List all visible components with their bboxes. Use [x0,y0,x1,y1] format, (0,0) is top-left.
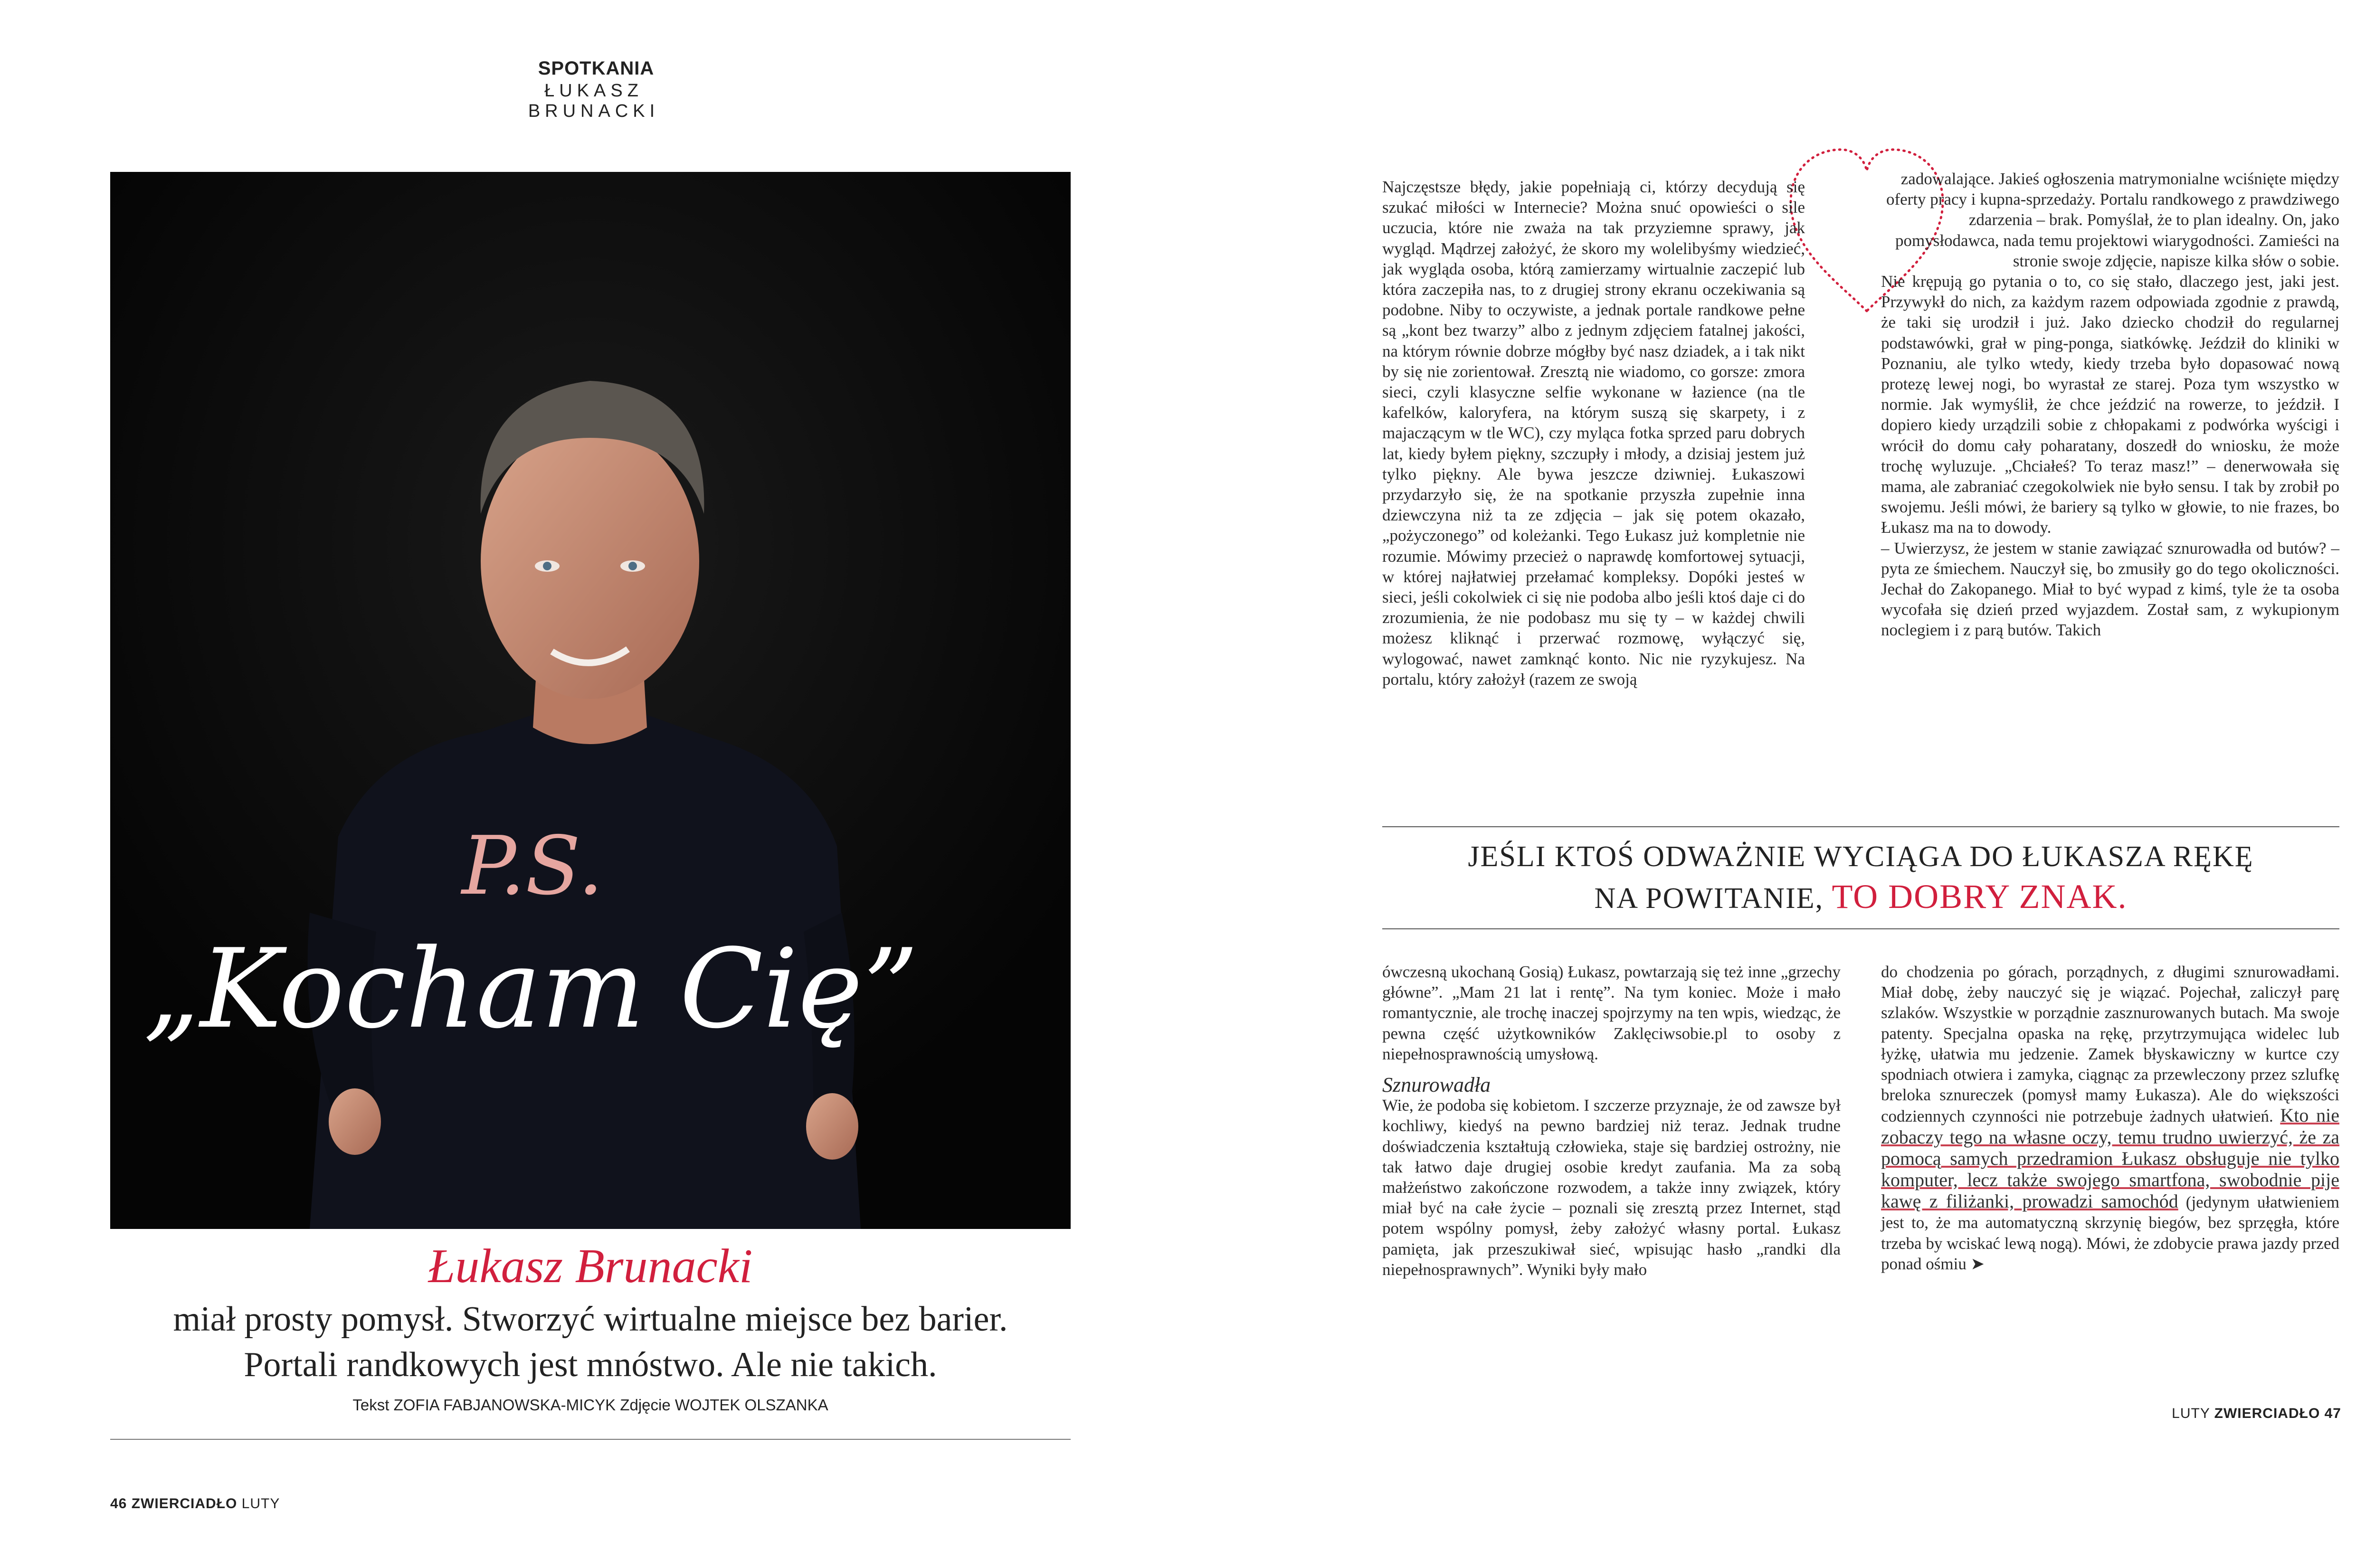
pull-quote [1382,837,2339,918]
quote-line-1: JEŚLI KTOŚ ODWAŻNIE WYCIĄGA DO ŁUKASZA RĘKĘ [1468,841,2254,873]
month-left: LUTY [241,1496,280,1511]
paragraph: Wie, że podoba się kobietom. I szczerze przyznaje, że od zawsze był kochliwy, kiedyś na pewno bardziej niż teraz. Jednak trudne doświadczenia kształtują człowieka, staje się bardziej ostrożny, nie tak łatwo daje drugiej osobie kredyt zaufania. Ma za sobą małżeństwo zakończone rozwodem, a także inny związek, który miał być na całe życie – poznali się zresztą przez Internet, stąd potem wspólny pomysł, żeby założyć własny portal. Łukasz pamięta, jak przeszukiwał sieć, wpisując hasło „randki dla niepełnosprawnych”. Wyniki były mało [1382,1096,1841,1279]
lead-line-2: Portali randkowych jest mnóstwo. Ale nie takich. [244,1345,937,1384]
paragraph: Nie krępują go pytania o to, co się stało, dlaczego jest, jaki jest. Przywykł do nich, za każdym razem odpowiada zgodnie z prawdą, że taki się urodził i już. Jako dziecko chodził do regularnej podstawówki, grał w ping-ponga, siatkówkę. Jeździł do kliniki w Poznaniu, ale tylko wtedy, kiedy trzeba było dopasować nową protezę lewej nogi, bo wyrastał ze starej. Poza tym wszystko w normie. Jak wymyślił, że chce jeździć na rowerze, to jeździł. I dopiero kiedy urządzili sobie z chłopakami z podwórka wyścigi i wrócił do domu cały poharatany, doszedł do wniosku, że może trochę wyluzuje. „Chciałeś? To teraz masz!” – denerwowała się mama, ale zabraniać czegokolwiek nie było sensu. I tak by zrobił po swojemu. Jeśli mówi, że bariery są tylko w głowie, to nie frazes, bo Łukasz ma na to dowody. [1881,272,2339,537]
article-column-4 [1881,962,2339,1274]
quote-rule-top [1382,826,2339,827]
lead-text [110,1296,1071,1388]
footer-left [110,1496,280,1512]
subheading: Sznurowadła [1382,1073,1491,1097]
paragraph: ówczesną ukochaną Gosią) Łukasz, powtarzają się też inne „grzechy główne”. „Mam 21 lat i rentę”. Na tym koniec. Może i mało romantycznie, ale trochę inaczej spojrzymy na ten wpis, wiedząc, że pewna część użytkowników Zaklęciwsobie.pl to osoby z niepełnosprawnością umysłową. [1382,963,1841,1063]
month-right: LUTY [2172,1406,2210,1421]
paragraph-text: (jedynym ułatwieniem jest to, że ma automatyczną skrzynię biegów, bez sprzęgła, które trzeba by wciskać lewą nogą). Mówi, że zdobycie prawa jazdy przed ponad ośmiu [1881,1193,2340,1273]
magazine-name-left: ZWIERCIADŁO [131,1496,238,1511]
section-label: SPOTKANIA [538,58,655,79]
quote-highlight: TO DOBRY ZNAK. [1832,878,2128,916]
footer-right [2172,1406,2341,1422]
quote-line-2 [1382,877,2339,918]
header-author: ŁUKASZ BRUNACKI [528,81,660,121]
credits: Tekst ZOFIA FABJANOWSKA-MICYK Zdjęcie WOJTEK OLSZANKA [352,1396,828,1414]
quote-line-2-a: NA POWITANIE, [1594,882,1824,915]
paragraph [1881,962,2339,1274]
page-number-right: 47 [2324,1406,2341,1421]
highlighted-quote: Kto nie zobaczy tego na własne oczy, temu trudno uwierzyć, że za pomocą samych przedramion Łukasz obsługuje nie tylko komputer, lecz także swojego smartfona, swobodnie pije kawę z filiżanki, prowadzi samochód [1881,1105,2339,1212]
overlay-ps: P.S. [462,819,604,913]
lead-line-1: miał prosty pomysł. Stworzyć wirtualne miejsce bez barier. [173,1300,1008,1339]
portrait-photo [110,172,1071,1229]
divider-left [110,1439,1071,1440]
paragraph: zadowalające. Jakieś ogłoszenia matrymonialne wciśnięte między oferty pracy i kupna-sprzedaży. Portalu randkowego z prawdziwego zdarzenia – brak. Pomyślał, że to plan idealny. On, jako pomysłodawca, nada temu projektowi wiarygodności. Zamieści na stronie swoje zdjęcie, napisze kilka słów o sobie. [1886,170,2339,270]
person-name: Łukasz Brunacki [428,1239,753,1293]
article-column-3 [1382,962,1841,1280]
quote-rule-bottom [1382,928,2339,929]
article-column-2 [1881,169,2339,641]
paragraph-text: do chodzenia po górach, porządnych, z długimi sznurowadłami. Miał dobę, żeby nauczyć się je wiązać. Pojechał, zaliczył parę szlaków. Wszystkie w porządnie zasznurowanych butach. Ma swoje patenty. Specjalna opaska na rękę, przytrzymująca widelec lub łyżkę, ułatwia mu jedzenie. Zamek błyskawiczny w kurtce czy spodniach otwiera i zamyka, ciągnąc za przewleczony przez szlufkę breloka sznureczek (pomysł mamy Łukasza). Ale do większości codziennych czynności nie potrzebuje żadnych ułatwień. [1881,963,2339,1126]
continue-arrow-icon: ➤ [1970,1254,1985,1273]
magazine-name-right: ZWIERCIADŁO [2214,1406,2320,1421]
portrait-illustration [110,172,1071,1229]
overlay-kocham: „Kocham Cię” [143,926,919,1053]
paragraph: – Uwierzysz, że jestem w stanie zawiązać sznurowadła od butów? – pyta ze śmiechem. Nauczył się, bo zmusiły go do tego okoliczności. Jechał do Zakopanego. Miał to być wypad z kimś, tyle że ta osoba wycofała się dzień przed wyjazdem. Został sam, z wykupionym noclegiem i z parą butów. Takich [1881,538,2339,640]
page-number-left: 46 [110,1496,127,1511]
paragraph: Najczęstsze błędy, jakie popełniają ci, którzy decydują się szukać miłości w Internecie? Można snuć opowieści o sile uczucia, które nie zważa na tak przyziemne sprawy, jak wygląd. Mądrzej założyć, że skoro my wolelibyśmy wiedzieć, jak wygląda osoba, którą zamierzamy wirtualnie zaczepić lub która zaczepiła nas, to z drugiej strony ekranu oczekiwania są podobne. Niby to oczywiste, a jednak portale randkowe pełne są „kont bez twarzy” albo z jednym zdjęciem fatalnej jakości, na którym równie dobrze mógłby być nasz dziadek, a i tak nikt by się nie zorientował. Zresztą nie wiadomo, co gorsze: zmora sieci, czyli klasyczne selfie wykonane w łazience (na tle kafelków, kaloryfera, na którym suszą się skarpety, i z majaczącym w tle WC), czy myląca fotka sprzed paru dobrych lat, kiedy byłem piękny, szczupły i młody, a dzisiaj jestem już tylko piękny. Ale bywa jeszcze dziwniej. Łukaszowi przydarzyło się, że na spotkanie przyszła zupełnie inna dziewczyna niż ta ze zdjęcia – jak się potem okazało, „pożyczonego” od koleżanki. Tego Łukasz już kompletnie nie rozumie. Mówimy przecież o naprawdę komfortowej sytuacji, w której najłatwiej przełamać kompleksy. Dopóki jesteś w sieci, jeśli cokolwiek ci się nie podoba albo jeśli ktoś daje ci do zrozumienia, że nie podobasz mu się ty – w każdej chwili możesz kliknąć i przerwać rozmowę, wyłączyć się, wylogować, nawet zamknąć konto. Nic nie ryzykujesz. Na portalu, który założył (razem ze swoją [1382,178,1805,689]
